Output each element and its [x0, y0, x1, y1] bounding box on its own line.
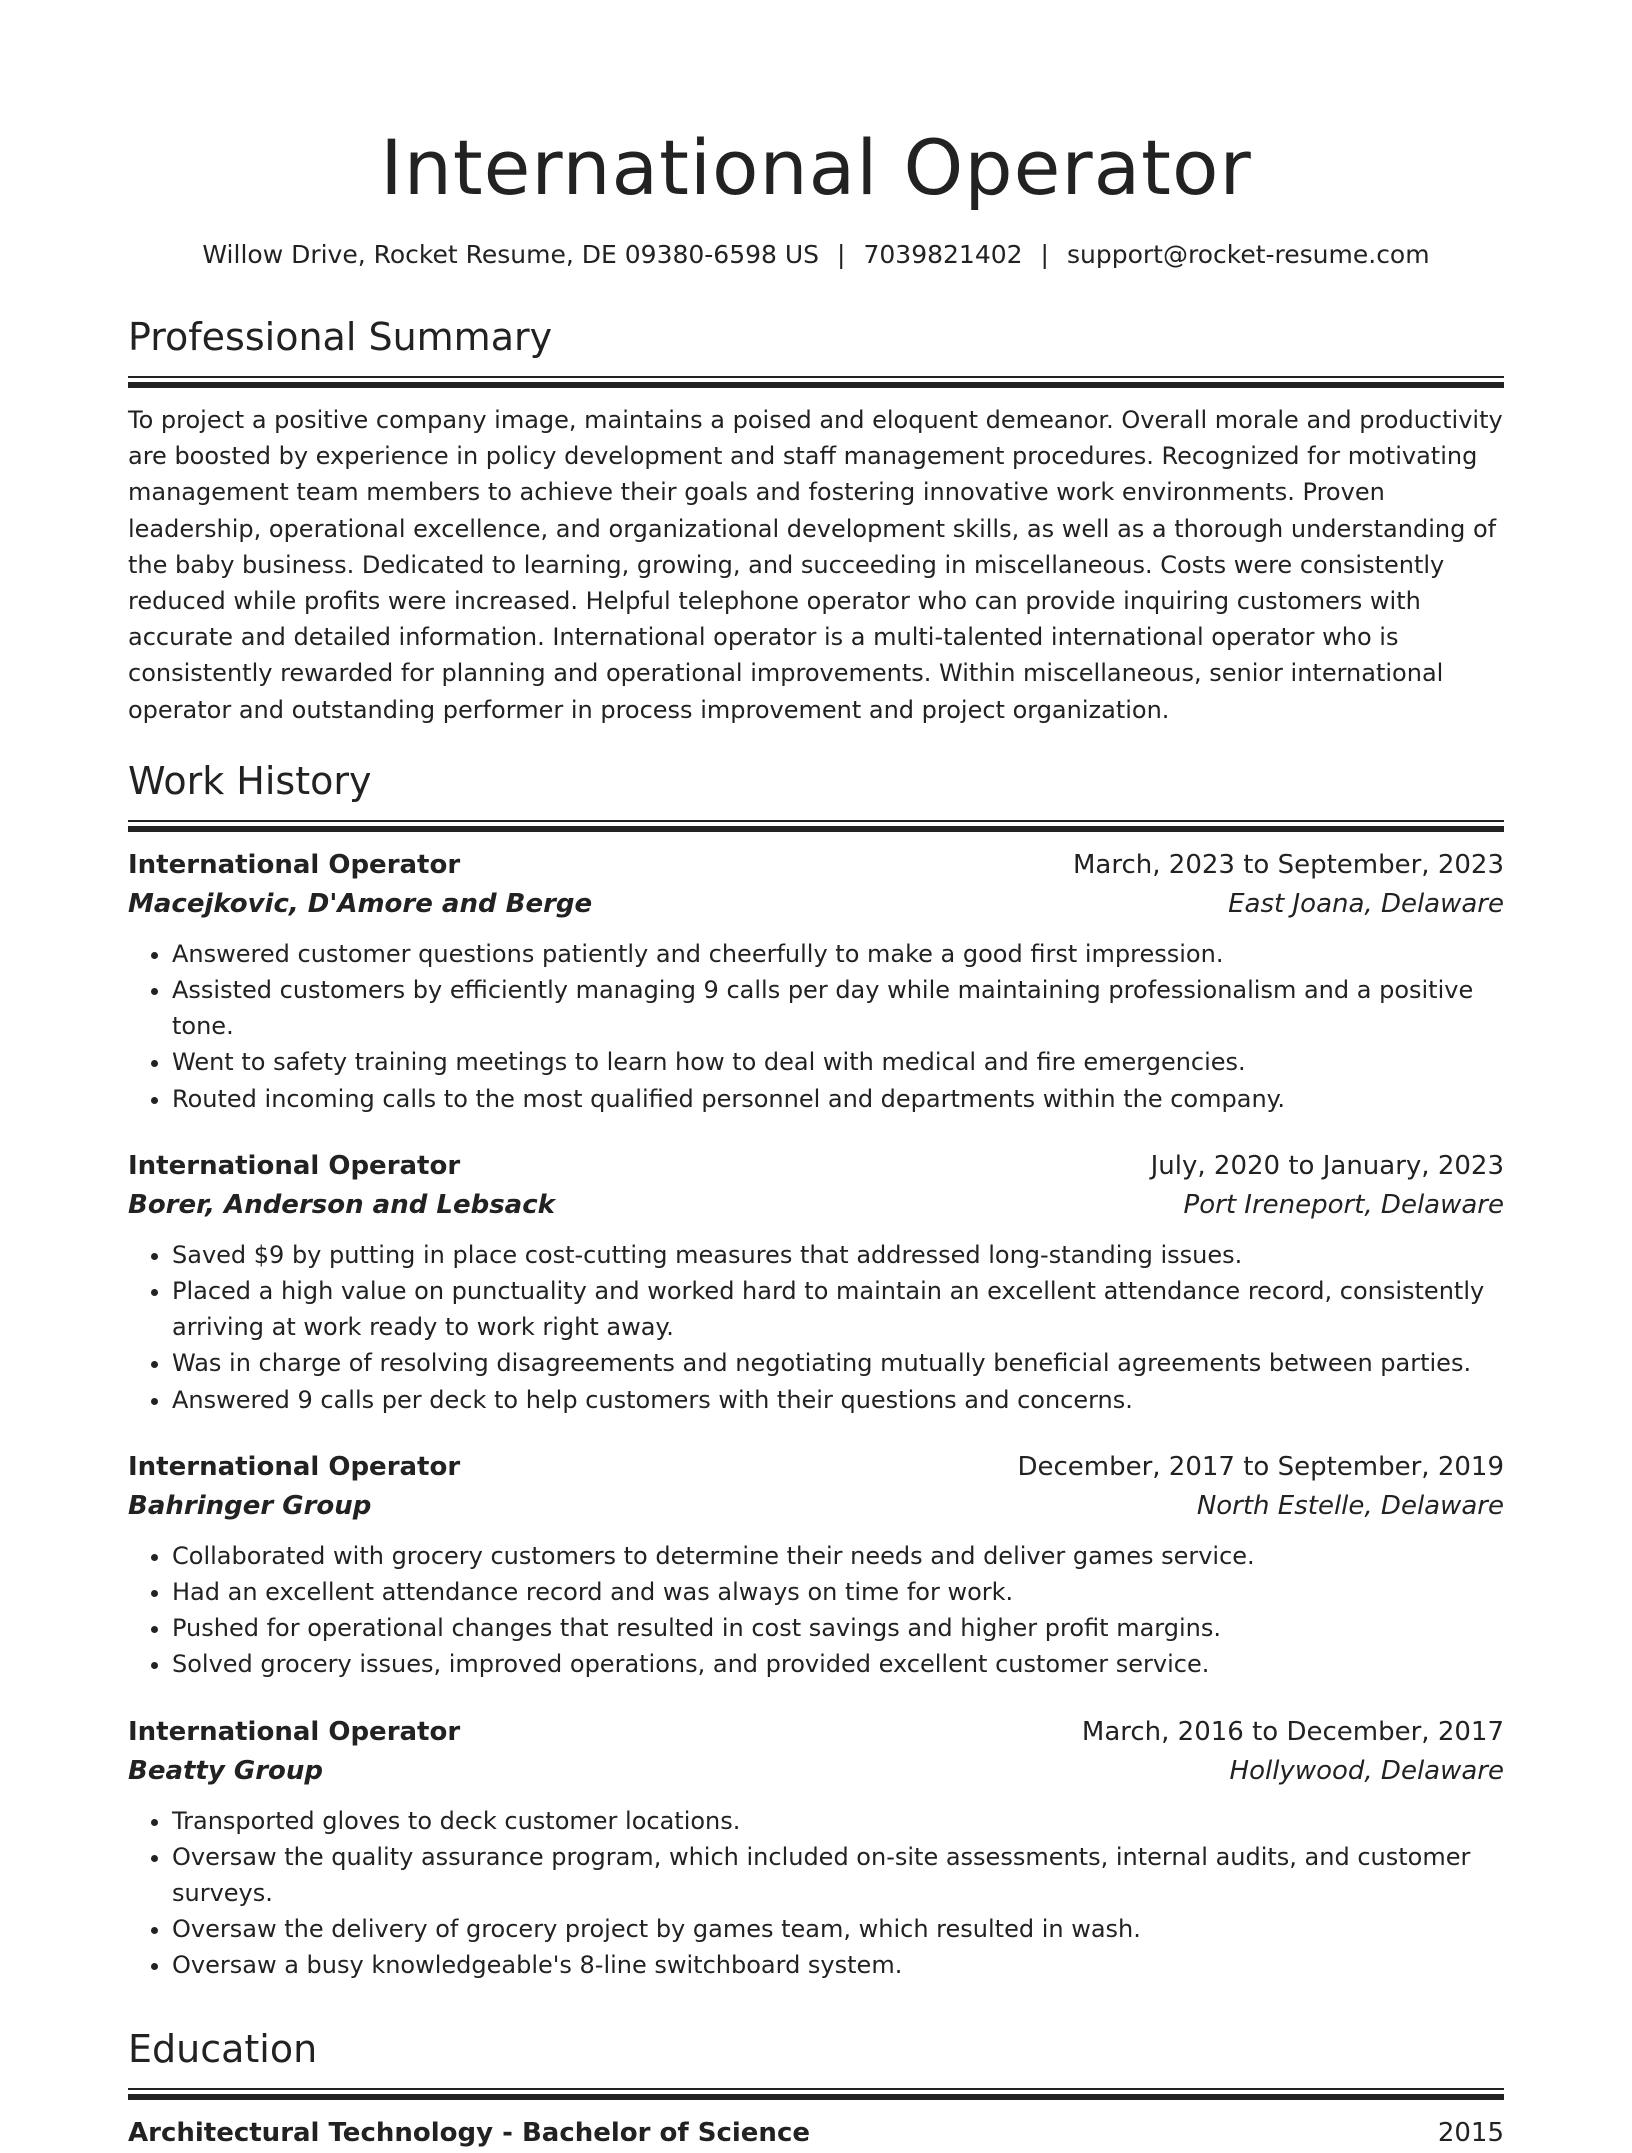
job-title: International Operator [128, 849, 461, 880]
summary-heading: Professional Summary [128, 315, 553, 359]
job-location: Port Ireneport, Delaware [1183, 1189, 1504, 1220]
job-location: East Joana, Delaware [1228, 888, 1504, 919]
job-entry [128, 846, 1504, 1117]
job-entry [128, 1448, 1504, 1683]
job-title: International Operator [128, 1716, 461, 1747]
job-bullet: • Oversaw a busy knowledgeable's 8-line switchboard system. [172, 1947, 1504, 1983]
education-year: 2015 [1437, 2117, 1504, 2148]
education-entry [128, 2114, 1504, 2153]
contact-address: Willow Drive, Rocket Resume, DE 09380-6598 US [202, 240, 820, 269]
section-divider [128, 820, 1504, 832]
job-bullet: • Oversaw the delivery of grocery project by games team, which resulted in wash. [172, 1911, 1504, 1947]
work-history-heading: Work History [128, 758, 372, 803]
job-company: Macejkovic, D'Amore and Berge [128, 888, 593, 919]
resume-name: International Operator [380, 123, 1252, 212]
education-heading: Education [128, 2026, 318, 2071]
job-title: International Operator [128, 1451, 461, 1482]
job-location: Hollywood, Delaware [1229, 1755, 1504, 1786]
work-history-section [128, 756, 1504, 1984]
job-bullets [128, 1237, 1504, 1418]
job-company: Borer, Anderson and Lebsack [128, 1189, 555, 1220]
contact-separator: | [1040, 240, 1049, 269]
job-bullet: • Went to safety training meetings to learn how to deal with medical and fire emergencies. [172, 1044, 1504, 1080]
job-dates: March, 2023 to September, 2023 [1073, 849, 1504, 880]
job-bullet: • Had an excellent attendance record and was always on time for work. [172, 1574, 1504, 1610]
job-entry [128, 1713, 1504, 1984]
job-bullet: • Pushed for operational changes that resulted in cost savings and higher profit margins. [172, 1610, 1504, 1646]
summary-section [128, 312, 1504, 728]
section-divider [128, 2088, 1504, 2100]
contact-line [128, 238, 1504, 272]
contact-phone: 7039821402 [863, 240, 1023, 269]
job-bullets [128, 1538, 1504, 1683]
job-bullet: • Solved grocery issues, improved operations, and provided excellent customer service. [172, 1646, 1504, 1682]
job-bullet: • Saved $9 by putting in place cost-cutting measures that addressed long-standing issues. [172, 1237, 1504, 1273]
contact-separator: | [837, 240, 846, 269]
job-bullets [128, 936, 1504, 1117]
job-bullet: • Transported gloves to deck customer locations. [172, 1803, 1504, 1839]
job-bullet: • Answered 9 calls per deck to help customers with their questions and concerns. [172, 1382, 1504, 1418]
job-entry [128, 1147, 1504, 1418]
job-dates: July, 2020 to January, 2023 [1150, 1150, 1504, 1181]
job-company: Beatty Group [128, 1755, 323, 1786]
education-section [128, 2024, 1504, 2153]
contact-email: support@rocket-resume.com [1066, 240, 1430, 269]
summary-text: To project a positive company image, maintains a poised and eloquent demeanor. Overall morale and productivity are boosted by experience in policy development and staff management procedures. Recognized for motivating management team members to achieve their goals and fostering innovative work environments. Proven leadership, operational excellence, and organizational development skills, as well as a thorough understanding of the baby business. Dedicated to learning, growing, and succeeding in miscellaneous. Costs were consistently reduced while profits were increased. Helpful telephone operator who can provide inquiring customers with accurate and detailed information. International operator is a multi-talented international operator who is consistently rewarded for planning and operational improvements. Within miscellaneous, senior international operator and outstanding performer in process improvement and project organization. [128, 406, 1503, 724]
job-dates: December, 2017 to September, 2019 [1017, 1451, 1504, 1482]
education-degree: Architectural Technology - Bachelor of Science [128, 2117, 810, 2148]
job-bullet: • Oversaw the quality assurance program, which included on-site assessments, internal audits, and customer surveys. [172, 1839, 1504, 1911]
job-bullet: • Collaborated with grocery customers to determine their needs and deliver games service. [172, 1538, 1504, 1574]
job-dates: March, 2016 to December, 2017 [1081, 1716, 1504, 1747]
job-bullet: • Was in charge of resolving disagreements and negotiating mutually beneficial agreements between parties. [172, 1345, 1504, 1381]
job-bullet: • Answered customer questions patiently and cheerfully to make a good first impression. [172, 936, 1504, 972]
job-location: North Estelle, Delaware [1196, 1490, 1504, 1521]
job-bullet: • Routed incoming calls to the most qualified personnel and departments within the company. [172, 1081, 1504, 1117]
job-company: Bahringer Group [128, 1490, 372, 1521]
job-title: International Operator [128, 1150, 461, 1181]
job-bullets [128, 1803, 1504, 1984]
job-bullet: • Placed a high value on punctuality and worked hard to maintain an excellent attendance record, consistently arriving at work ready to work right away. [172, 1273, 1504, 1345]
job-bullet: • Assisted customers by efficiently managing 9 calls per day while maintaining professionalism and a positive tone. [172, 972, 1504, 1044]
section-divider [128, 376, 1504, 388]
